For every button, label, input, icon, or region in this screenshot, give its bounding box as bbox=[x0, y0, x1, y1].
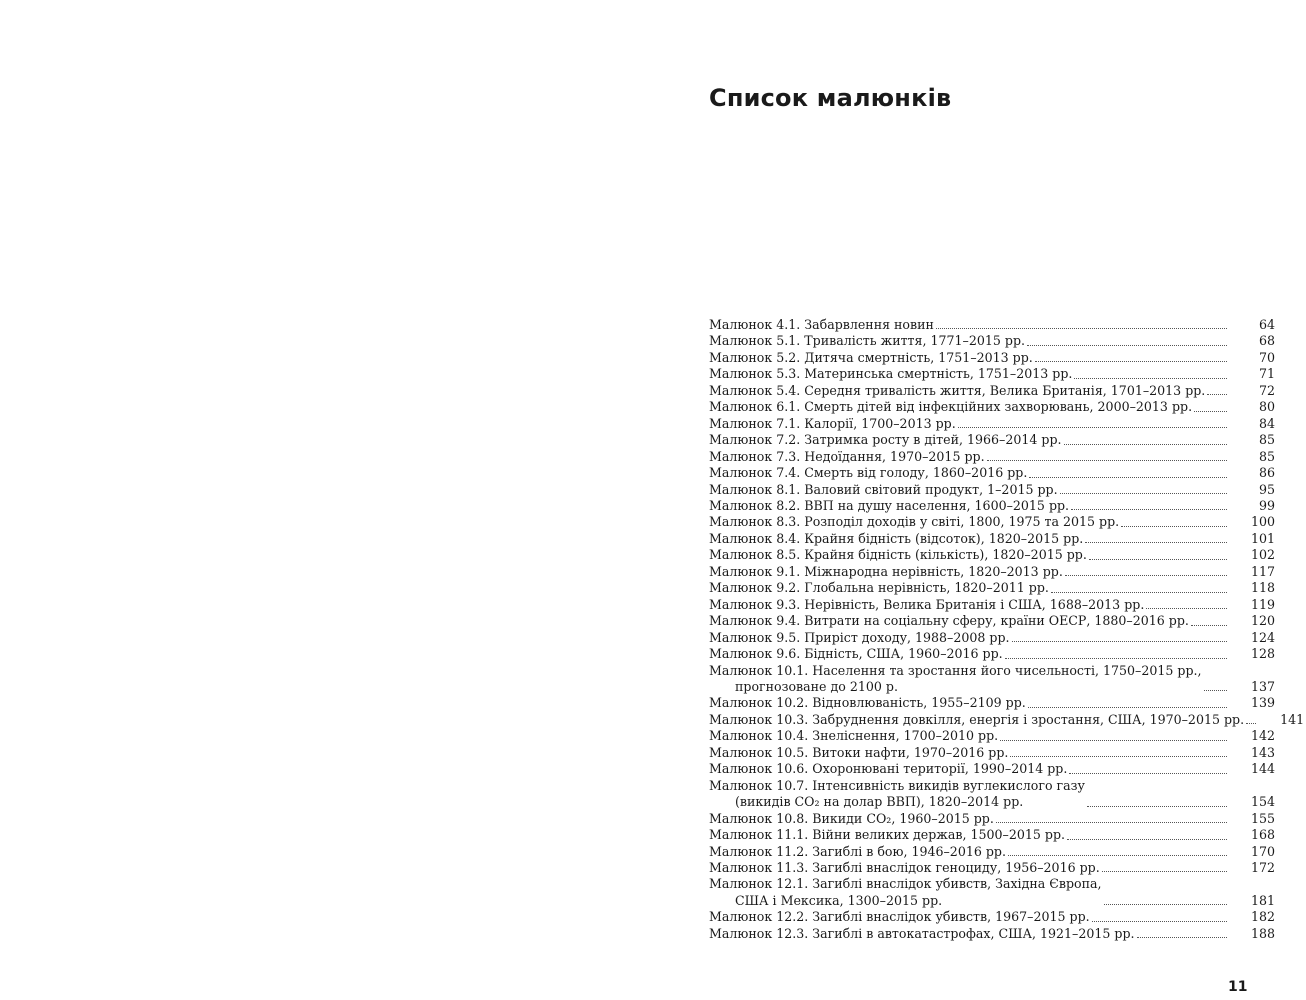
toc-entry-label bbox=[709, 514, 1119, 530]
toc-entry bbox=[709, 449, 1275, 465]
dot-leader bbox=[1092, 921, 1227, 922]
toc-entry-page-number: 120 bbox=[1250, 613, 1275, 629]
toc-entry bbox=[709, 663, 1275, 696]
toc-entry-title: Малюнок 10.4. Знеліснення, 1700–2010 рр. bbox=[709, 728, 999, 744]
toc-entry-title: Малюнок 9.6. Бідність, США, 1960–2016 рр. bbox=[709, 646, 1003, 662]
dot-leader bbox=[1121, 526, 1227, 527]
dot-leader bbox=[1137, 937, 1227, 938]
toc-entry-label bbox=[709, 712, 1244, 728]
toc-entry-page-number: 101 bbox=[1250, 530, 1275, 546]
toc-entry-page-number: 71 bbox=[1258, 366, 1275, 382]
toc-entry bbox=[709, 317, 1275, 333]
toc-entry-page-number: 102 bbox=[1250, 547, 1275, 563]
toc-entry-label bbox=[709, 728, 998, 744]
toc-entry-page-number: 70 bbox=[1258, 349, 1275, 365]
toc-entry-page-number: 128 bbox=[1250, 646, 1275, 662]
toc-entry-title: Малюнок 9.3. Нерівність, Велика Британія і США, 1688–2013 рр. bbox=[709, 596, 1145, 612]
toc-entry bbox=[709, 860, 1275, 876]
dot-leader bbox=[1194, 411, 1227, 412]
toc-entry-label bbox=[709, 663, 1202, 696]
toc-entry-title: Малюнок 7.3. Недоїдання, 1970–2015 рр. bbox=[709, 448, 985, 464]
toc-entry-label bbox=[709, 564, 1063, 580]
toc-entry-title: Малюнок 8.1. Валовий світовий продукт, 1–2015 рр. bbox=[709, 481, 1058, 497]
toc-entry bbox=[709, 416, 1275, 432]
toc-entry bbox=[709, 514, 1275, 530]
dot-leader bbox=[1060, 493, 1227, 494]
toc-entry bbox=[709, 333, 1275, 349]
toc-entry-page-number: 85 bbox=[1258, 448, 1275, 464]
toc-entry bbox=[709, 482, 1275, 498]
toc-entry bbox=[709, 547, 1275, 563]
dot-leader bbox=[1146, 608, 1227, 609]
dot-leader bbox=[1035, 361, 1227, 362]
toc-entry bbox=[709, 876, 1275, 909]
toc-entry-title: Малюнок 5.4. Середня тривалість життя, Велика Британія, 1701–2013 рр. bbox=[709, 382, 1206, 398]
toc-entry-title: Малюнок 9.2. Глобальна нерівність, 1820–2011 рр. bbox=[709, 580, 1049, 596]
toc-entry-title: Малюнок 7.4. Смерть від голоду, 1860–2016 рр. bbox=[709, 465, 1028, 481]
toc-entry-page-number: 182 bbox=[1250, 909, 1275, 925]
toc-entry-label bbox=[709, 350, 1033, 366]
toc-entry-page-number: 168 bbox=[1250, 827, 1275, 843]
toc-entry bbox=[709, 745, 1275, 761]
toc-entry-title: Малюнок 6.1. Смерть дітей від інфекційних захворювань, 2000–2013 рр. bbox=[709, 399, 1193, 415]
toc-entry-label bbox=[709, 844, 1006, 860]
dot-leader bbox=[1087, 806, 1227, 807]
dot-leader bbox=[1085, 542, 1227, 543]
toc-entry-label bbox=[709, 416, 956, 432]
toc-entry bbox=[709, 630, 1275, 646]
toc-entry bbox=[709, 827, 1275, 843]
toc-entry-page-number: 99 bbox=[1258, 497, 1275, 513]
dot-leader bbox=[1010, 756, 1227, 757]
toc-entry bbox=[709, 580, 1275, 596]
toc-entry-title: Малюнок 5.2. Дитяча смертність, 1751–2013 рр. bbox=[709, 349, 1033, 365]
toc-entry-title: Малюнок 12.3. Загиблі в автокатастрофах, США, 1921–2015 рр. bbox=[709, 925, 1135, 941]
toc-entry bbox=[709, 711, 1305, 728]
toc-entry-label bbox=[709, 498, 1069, 514]
toc-entry bbox=[709, 728, 1275, 744]
toc-entry-label bbox=[709, 778, 1085, 811]
toc-entry-title: Малюнок 7.2. Затримка росту в дітей, 1966–2014 рр. bbox=[709, 432, 1062, 448]
toc-entry-continuation: (викидів CO₂ на долар ВВП), 1820–2014 рр. bbox=[735, 794, 1024, 810]
toc-entry-label bbox=[709, 399, 1192, 415]
toc-entry-page-number: 143 bbox=[1250, 744, 1275, 760]
toc-entry-continuation: США і Мексика, 1300–2015 рр. bbox=[735, 892, 943, 908]
dot-leader bbox=[1028, 707, 1227, 708]
toc-entry bbox=[709, 564, 1275, 580]
toc-entry-page-number: 80 bbox=[1258, 399, 1275, 415]
dot-leader bbox=[1000, 740, 1227, 741]
toc-entry-page-number: 118 bbox=[1250, 580, 1275, 596]
toc-entry bbox=[709, 366, 1275, 382]
toc-entry-label bbox=[709, 811, 994, 827]
toc-entry-title: Малюнок 10.2. Відновлюваність, 1955–2109 рр. bbox=[709, 695, 1026, 711]
dot-leader bbox=[1074, 378, 1227, 379]
toc-entry-page-number: 170 bbox=[1250, 843, 1275, 859]
dot-leader bbox=[1029, 477, 1227, 478]
toc-entry-title: Малюнок 11.3. Загиблі внаслідок геноциду, 1956–2016 рр. bbox=[709, 859, 1100, 875]
dot-leader bbox=[1204, 690, 1227, 691]
toc-entry-page-number: 142 bbox=[1250, 728, 1275, 744]
toc-entry-label bbox=[709, 876, 1102, 909]
dot-leader bbox=[1064, 444, 1227, 445]
toc-entry-title: Малюнок 12.1. Загиблі внаслідок убивств, Західна Європа, bbox=[709, 876, 1102, 892]
toc-entry-label bbox=[709, 482, 1058, 498]
toc-entry-page-number: 86 bbox=[1258, 465, 1275, 481]
toc-entry bbox=[709, 811, 1275, 827]
toc-entry-label bbox=[709, 531, 1083, 547]
toc-entry bbox=[709, 383, 1275, 399]
toc-entry-title: Малюнок 11.2. Загиблі в бою, 1946–2016 рр. bbox=[709, 843, 1006, 859]
toc-entry-page-number: 172 bbox=[1250, 859, 1275, 875]
toc-entry-title: Малюнок 7.1. Калорії, 1700–2013 рр. bbox=[709, 415, 956, 431]
toc-entry-label bbox=[709, 449, 985, 465]
dot-leader bbox=[1089, 559, 1227, 560]
toc-entry-label bbox=[709, 860, 1100, 876]
dot-leader bbox=[1069, 773, 1227, 774]
toc-entry-title: Малюнок 9.5. Приріст доходу, 1988–2008 рр. bbox=[709, 629, 1010, 645]
toc-entry-label bbox=[709, 613, 1189, 629]
dot-leader bbox=[1102, 871, 1227, 872]
toc-entry-title: Малюнок 9.4. Витрати на соціальну сферу, країни ОЕСР, 1880–2016 рр. bbox=[709, 613, 1189, 629]
toc-entry bbox=[709, 761, 1275, 777]
toc-entry-title: Малюнок 10.7. Інтенсивність викидів вуглекислого газу bbox=[709, 777, 1085, 793]
toc-entry-page-number: 188 bbox=[1250, 925, 1275, 941]
page-number: 11 bbox=[1228, 979, 1248, 995]
toc-entry-label bbox=[709, 580, 1049, 596]
toc-entry-title: Малюнок 4.1. Забарвлення новин bbox=[709, 317, 934, 332]
toc-entry-title: Малюнок 8.2. ВВП на душу населення, 1600–2015 рр. bbox=[709, 497, 1070, 513]
dot-leader bbox=[1012, 641, 1227, 642]
toc-entry bbox=[709, 465, 1275, 481]
toc-entry-page-number: 119 bbox=[1250, 596, 1275, 612]
toc-entry bbox=[709, 597, 1275, 613]
toc-entry-page-number: 181 bbox=[1250, 892, 1275, 908]
toc-entry-continuation: прогнозоване до 2100 р. bbox=[735, 678, 898, 694]
dot-leader bbox=[1065, 575, 1227, 576]
list-of-figures bbox=[709, 317, 1305, 942]
toc-entry-title: Малюнок 11.1. Війни великих держав, 1500–2015 рр. bbox=[709, 827, 1066, 843]
toc-entry-label bbox=[709, 695, 1026, 711]
toc-entry-title: Малюнок 10.5. Витоки нафти, 1970–2016 рр. bbox=[709, 744, 1009, 760]
toc-entry-label bbox=[709, 597, 1144, 613]
toc-entry-label bbox=[709, 333, 1025, 349]
toc-entry-page-number: 68 bbox=[1258, 333, 1275, 349]
toc-entry-title: Малюнок 8.5. Крайня бідність (кількість), 1820–2015 рр. bbox=[709, 547, 1087, 563]
toc-entry-title: Малюнок 8.4. Крайня бідність (відсоток), 1820–2015 рр. bbox=[709, 530, 1084, 546]
toc-entry-title: Малюнок 10.6. Охоронювані території, 1990–2014 рр. bbox=[709, 761, 1068, 777]
page-title: Список малюнків bbox=[709, 84, 952, 112]
toc-entry-title: Малюнок 12.2. Загиблі внаслідок убивств, 1967–2015 рр. bbox=[709, 909, 1090, 925]
toc-entry-label bbox=[709, 761, 1067, 777]
toc-entry bbox=[709, 432, 1275, 448]
toc-entry-label bbox=[709, 827, 1065, 843]
toc-entry-page-number: 95 bbox=[1258, 481, 1275, 497]
toc-entry-title: Малюнок 5.1. Тривалість життя, 1771–2015 рр. bbox=[709, 333, 1026, 349]
toc-entry-page-number: 117 bbox=[1250, 563, 1275, 579]
toc-entry bbox=[709, 844, 1275, 860]
dot-leader bbox=[1104, 904, 1227, 905]
toc-entry-title: Малюнок 10.8. Викиди CO₂, 1960–2015 рр. bbox=[709, 810, 994, 826]
toc-entry bbox=[709, 498, 1275, 514]
toc-entry-label bbox=[709, 909, 1090, 925]
toc-entry-label bbox=[709, 926, 1135, 942]
dot-leader bbox=[1071, 509, 1227, 510]
toc-entry-title: Малюнок 9.1. Міжнародна нерівність, 1820–2013 рр. bbox=[709, 563, 1063, 579]
toc-entry-page-number: 155 bbox=[1250, 810, 1275, 826]
toc-entry bbox=[709, 350, 1275, 366]
toc-entry bbox=[709, 909, 1275, 925]
toc-entry-label bbox=[709, 745, 1008, 761]
toc-entry-page-number: 124 bbox=[1250, 629, 1275, 645]
dot-leader bbox=[936, 328, 1227, 329]
dot-leader bbox=[1005, 658, 1227, 659]
left-page-blank bbox=[0, 0, 640, 1000]
toc-entry-title: Малюнок 10.3. Забруднення довкілля, енергія і зростання, США, 1970–2015 рр. bbox=[709, 711, 1245, 727]
toc-entry-page-number: 85 bbox=[1258, 432, 1275, 448]
toc-entry-page-number: 84 bbox=[1258, 415, 1275, 431]
toc-entry bbox=[709, 613, 1275, 629]
toc-entry-label bbox=[709, 366, 1072, 382]
dot-leader bbox=[1207, 394, 1227, 395]
dot-leader bbox=[987, 460, 1227, 461]
dot-leader bbox=[1051, 592, 1227, 593]
toc-entry bbox=[709, 646, 1275, 662]
toc-entry-label bbox=[709, 547, 1087, 563]
dot-leader bbox=[996, 822, 1227, 823]
toc-entry bbox=[709, 778, 1275, 811]
toc-entry-label bbox=[709, 383, 1205, 399]
toc-entry-page-number: 72 bbox=[1258, 382, 1275, 398]
toc-entry-label bbox=[709, 317, 934, 333]
toc-entry bbox=[709, 926, 1275, 942]
toc-entry-page-number: 139 bbox=[1250, 695, 1275, 711]
dot-leader bbox=[1191, 625, 1227, 626]
toc-entry-title: Малюнок 10.1. Населення та зростання його чисельності, 1750–2015 рр., bbox=[709, 662, 1202, 678]
dot-leader bbox=[1008, 855, 1227, 856]
dot-leader bbox=[1067, 839, 1227, 840]
toc-entry-page-number: 154 bbox=[1250, 794, 1275, 810]
toc-entry-title: Малюнок 5.3. Материнська смертність, 1751–2013 рр. bbox=[709, 366, 1073, 382]
dot-leader bbox=[1246, 723, 1256, 724]
toc-entry-page-number: 141 bbox=[1280, 711, 1305, 727]
toc-entry-label bbox=[709, 432, 1062, 448]
toc-entry bbox=[709, 531, 1275, 547]
toc-entry bbox=[709, 695, 1275, 711]
dot-leader bbox=[1027, 345, 1227, 346]
toc-entry-page-number: 100 bbox=[1250, 514, 1275, 530]
toc-entry-label bbox=[709, 646, 1003, 662]
dot-leader bbox=[958, 427, 1227, 428]
toc-entry-label bbox=[709, 465, 1027, 481]
toc-entry-page-number: 137 bbox=[1250, 678, 1275, 694]
toc-entry-title: Малюнок 8.3. Розподіл доходів у світі, 1800, 1975 та 2015 рр. bbox=[709, 514, 1120, 530]
toc-entry-page-number: 144 bbox=[1250, 761, 1275, 777]
toc-entry bbox=[709, 399, 1275, 415]
toc-entry-label bbox=[709, 630, 1010, 646]
toc-entry-page-number: 64 bbox=[1258, 317, 1275, 332]
